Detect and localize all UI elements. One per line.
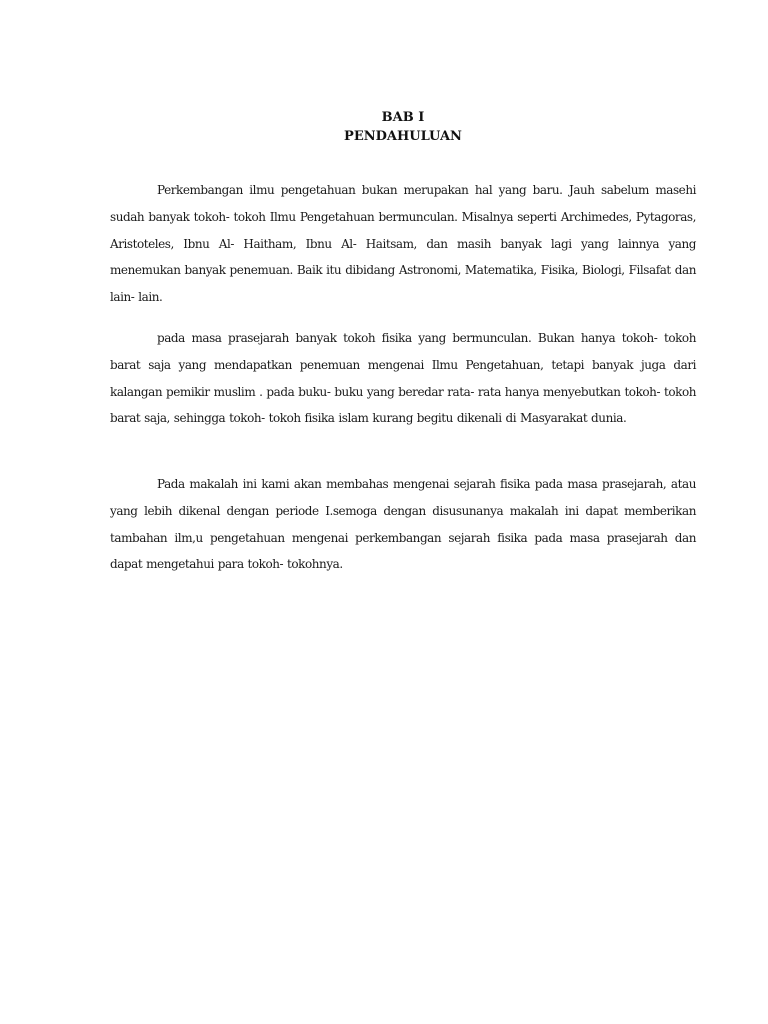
- paragraph-1: Perkembangan ilmu pengetahuan bukan merupakan hal yang baru. Jauh sabelum masehi sudah banyak tokoh- tokoh Ilmu Pengetahuan bermunculan. Misalnya seperti Archimedes, Pytagoras, Aristoteles, Ibnu Al- Haitham, Ibnu Al- Haitsam, dan masih banyak lagi yang lainnya yang menemukan banyak penemuan. Baik itu dibidang Astronomi, Matematika, Fisika, Biologi, Filsafat dan lain- lain.: [110, 183, 696, 305]
- chapter-heading: BAB I: [381, 110, 425, 125]
- paragraph-2: pada masa prasejarah banyak tokoh fisika yang bermunculan. Bukan hanya tokoh- tokoh barat saja yang mendapatkan penemuan mengenai Ilmu Pengetahuan, tetapi banyak juga dari kalangan pemikir muslim . pada buku- buku yang beredar rata- rata hanya menyebutkan tokoh- tokoh barat saja, sehingga tokoh- tokoh fisika islam kurang begitu dikenali di Masyarakat dunia.: [110, 331, 696, 426]
- paragraph-3: Pada makalah ini kami akan membahas mengenai sejarah fisika pada masa prasejarah, atau yang lebih dikenal dengan periode I.semoga dengan disusunanya makalah ini dapat memberikan tambahan ilm,u pengetahuan mengenai perkembangan sejarah fisika pada masa prasejarah dan dapat mengetahui para tokoh- tokohnya.: [110, 477, 696, 572]
- chapter-title: PENDAHULUAN: [344, 129, 462, 144]
